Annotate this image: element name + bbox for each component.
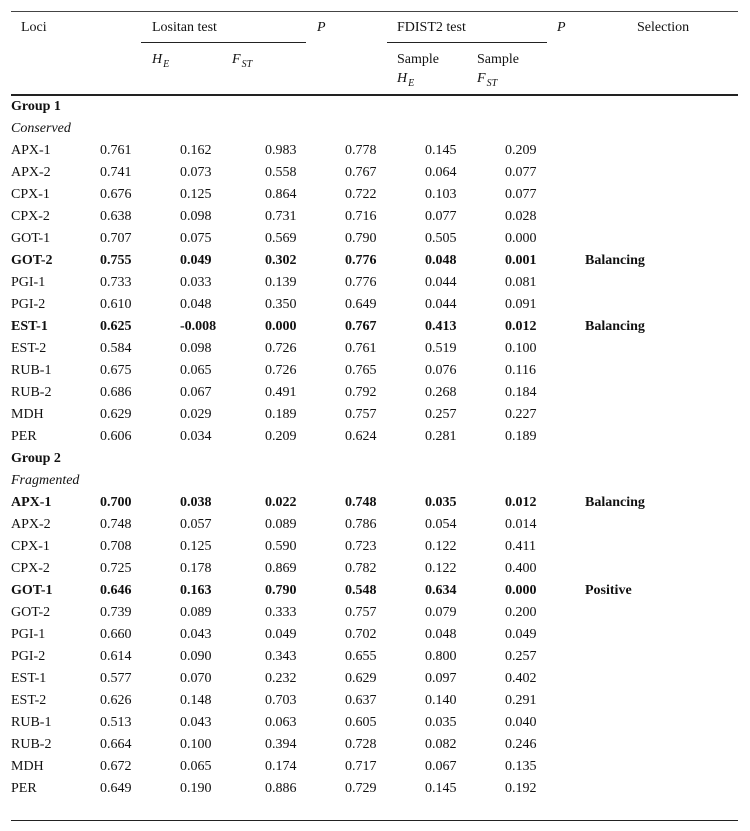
- locus-name: MDH: [11, 759, 44, 774]
- value-cell: 0.748: [100, 517, 132, 532]
- fdist-underline: [387, 42, 547, 43]
- locus-name: EST-2: [11, 341, 47, 356]
- value-cell: 0.729: [345, 781, 377, 796]
- header-fst: $F_{ST}$: [232, 52, 253, 70]
- locus-name: CPX-1: [11, 187, 50, 202]
- value-cell: 0.098: [180, 341, 212, 356]
- selection-cell: [585, 162, 738, 184]
- value-cell: 0.232: [265, 671, 297, 686]
- value-cell: 0.983: [265, 143, 297, 158]
- value-cell: 0.043: [180, 715, 212, 730]
- value-cell: 0.049: [505, 627, 537, 642]
- value-cell: 0.190: [180, 781, 212, 796]
- table-row: [11, 184, 738, 206]
- selection-cell: [585, 382, 738, 404]
- value-cell: 0.610: [100, 297, 132, 312]
- locus-name: EST-2: [11, 693, 47, 708]
- value-cell: 0.776: [345, 253, 377, 268]
- value-cell: 0.672: [100, 759, 132, 774]
- table-row: [11, 558, 738, 580]
- value-cell: 0.192: [505, 781, 537, 796]
- locus-name: APX-1: [11, 143, 51, 158]
- table-row: [11, 338, 738, 360]
- value-cell: 0.626: [100, 693, 132, 708]
- locus-name: APX-2: [11, 517, 51, 532]
- table-row: [11, 602, 738, 624]
- value-cell: 0.614: [100, 649, 132, 664]
- value-cell: 0.135: [505, 759, 537, 774]
- value-cell: 0.707: [100, 231, 132, 246]
- selection-cell: [585, 140, 738, 162]
- value-cell: 0.702: [345, 627, 377, 642]
- value-cell: 0.209: [505, 143, 537, 158]
- value-cell: 0.063: [265, 715, 297, 730]
- value-cell: 0.726: [265, 363, 297, 378]
- value-cell: 0.098: [180, 209, 212, 224]
- value-cell: 0.116: [505, 363, 536, 378]
- value-cell: 0.655: [345, 649, 377, 664]
- value-cell: 0.761: [345, 341, 377, 356]
- value-cell: 0.605: [345, 715, 377, 730]
- table-row: [11, 140, 738, 162]
- group-row: [11, 96, 738, 118]
- value-cell: 0.122: [425, 561, 457, 576]
- value-cell: 0.629: [345, 671, 377, 686]
- value-cell: 0.886: [265, 781, 297, 796]
- value-cell: 0.057: [180, 517, 212, 532]
- value-cell: 0.065: [180, 759, 212, 774]
- value-cell: 0.076: [425, 363, 457, 378]
- value-cell: 0.350: [265, 297, 297, 312]
- value-cell: 0.048: [425, 253, 457, 268]
- selection-cell: [585, 712, 738, 734]
- selection-cell: [585, 404, 738, 426]
- value-cell: 0.070: [180, 671, 212, 686]
- value-cell: 0.558: [265, 165, 297, 180]
- value-cell: 0.125: [180, 187, 212, 202]
- value-cell: 0.145: [425, 143, 457, 158]
- selection-cell: [585, 690, 738, 712]
- value-cell: 0.163: [180, 583, 212, 598]
- value-cell: 0.028: [505, 209, 537, 224]
- value-cell: 0.077: [425, 209, 457, 224]
- group-label: Group 2: [11, 451, 61, 466]
- table-row: [11, 272, 738, 294]
- value-cell: 0.864: [265, 187, 297, 202]
- value-cell: 0.606: [100, 429, 132, 444]
- value-cell: 0.757: [345, 407, 377, 422]
- table-row: [11, 404, 738, 426]
- group-label: Group 1: [11, 99, 61, 114]
- value-cell: 0.664: [100, 737, 132, 752]
- value-cell: 0.065: [180, 363, 212, 378]
- value-cell: 0.268: [425, 385, 457, 400]
- value-cell: 0.660: [100, 627, 132, 642]
- value-cell: 0.048: [180, 297, 212, 312]
- value-cell: 0.029: [180, 407, 212, 422]
- value-cell: 0.728: [345, 737, 377, 752]
- value-cell: 0.034: [180, 429, 212, 444]
- value-cell: 0.035: [425, 715, 457, 730]
- table-row: [11, 382, 738, 404]
- value-cell: 0.064: [425, 165, 457, 180]
- value-cell: 0.178: [180, 561, 212, 576]
- selection-cell: [585, 228, 738, 250]
- value-cell: 0.548: [345, 583, 377, 598]
- locus-name: PGI-2: [11, 297, 46, 312]
- group-row: [11, 448, 738, 470]
- table-row: [11, 316, 738, 338]
- value-cell: 0.411: [505, 539, 536, 554]
- value-cell: 0.676: [100, 187, 132, 202]
- selection-cell: [585, 294, 738, 316]
- value-cell: 0.782: [345, 561, 377, 576]
- locus-name: RUB-2: [11, 737, 52, 752]
- value-cell: 0.038: [180, 495, 212, 510]
- value-cell: 0.646: [100, 583, 132, 598]
- value-cell: 0.726: [265, 341, 297, 356]
- value-cell: 0.040: [505, 715, 537, 730]
- selection-cell: Balancing: [585, 319, 645, 334]
- value-cell: 0.302: [265, 253, 297, 268]
- value-cell: 0.044: [425, 297, 457, 312]
- locus-name: PER: [11, 429, 37, 444]
- value-cell: 0.140: [425, 693, 457, 708]
- header-he: $H_E$: [152, 52, 170, 70]
- value-cell: 0.767: [345, 319, 377, 334]
- value-cell: 0.089: [265, 517, 297, 532]
- value-cell: 0.739: [100, 605, 132, 620]
- value-cell: 0.000: [505, 583, 537, 598]
- selection-cell: [585, 646, 738, 668]
- selection-cell: [585, 536, 738, 558]
- header-p1: P: [317, 20, 326, 35]
- value-cell: 0.125: [180, 539, 212, 554]
- header-p2: P: [557, 20, 566, 35]
- table-row: [11, 250, 738, 272]
- value-cell: 0.012: [505, 495, 537, 510]
- selection-cell: [585, 756, 738, 778]
- value-cell: 0.048: [425, 627, 457, 642]
- table-row: [11, 228, 738, 250]
- value-cell: 0.333: [265, 605, 297, 620]
- value-cell: 0.014: [505, 517, 537, 532]
- value-cell: 0.022: [265, 495, 297, 510]
- value-cell: 0.281: [425, 429, 457, 444]
- value-cell: 0.394: [265, 737, 297, 752]
- value-cell: 0.049: [265, 627, 297, 642]
- value-cell: 0.246: [505, 737, 537, 752]
- value-cell: 0.103: [425, 187, 457, 202]
- table-row: [11, 580, 738, 602]
- value-cell: 0.629: [100, 407, 132, 422]
- value-cell: 0.569: [265, 231, 297, 246]
- table-row: [11, 734, 738, 756]
- locus-name: EST-1: [11, 319, 48, 334]
- value-cell: 0.741: [100, 165, 132, 180]
- value-cell: 0.189: [265, 407, 297, 422]
- value-cell: 0.700: [100, 495, 132, 510]
- value-cell: 0.625: [100, 319, 132, 334]
- locus-name: GOT-2: [11, 253, 53, 268]
- value-cell: 0.590: [265, 539, 297, 554]
- value-cell: 0.723: [345, 539, 377, 554]
- value-cell: 0.637: [345, 693, 377, 708]
- value-cell: 0.778: [345, 143, 377, 158]
- value-cell: 0.162: [180, 143, 212, 158]
- value-cell: 0.184: [505, 385, 537, 400]
- locus-name: RUB-2: [11, 385, 52, 400]
- value-cell: 0.649: [100, 781, 132, 796]
- locus-name: CPX-1: [11, 539, 50, 554]
- value-cell: 0.097: [425, 671, 457, 686]
- value-cell: 0.077: [505, 187, 537, 202]
- value-cell: 0.491: [265, 385, 297, 400]
- locus-name: APX-1: [11, 495, 52, 510]
- value-cell: 0.776: [345, 275, 377, 290]
- value-cell: 0.189: [505, 429, 537, 444]
- value-cell: 0.755: [100, 253, 132, 268]
- value-cell: 0.800: [425, 649, 457, 664]
- selection-cell: Balancing: [585, 495, 645, 510]
- locus-name: EST-1: [11, 671, 47, 686]
- subgroup-label: Fragmented: [11, 473, 80, 488]
- table-row: [11, 536, 738, 558]
- selection-cell: [585, 624, 738, 646]
- value-cell: 0.079: [425, 605, 457, 620]
- selection-cell: [585, 206, 738, 228]
- locus-name: PER: [11, 781, 37, 796]
- value-cell: 0.257: [425, 407, 457, 422]
- value-cell: 0.675: [100, 363, 132, 378]
- value-cell: 0.001: [505, 253, 537, 268]
- locus-name: CPX-2: [11, 209, 50, 224]
- value-cell: 0.227: [505, 407, 537, 422]
- selection-cell: [585, 514, 738, 536]
- value-cell: 0.703: [265, 693, 297, 708]
- value-cell: 0.091: [505, 297, 537, 312]
- subgroup-row: [11, 470, 738, 492]
- selection-cell: [585, 778, 738, 800]
- value-cell: 0.174: [265, 759, 297, 774]
- value-cell: 0.049: [180, 253, 212, 268]
- locus-name: MDH: [11, 407, 44, 422]
- value-cell: 0.790: [265, 583, 297, 598]
- value-cell: 0.090: [180, 649, 212, 664]
- table-row: [11, 206, 738, 228]
- value-cell: 0.075: [180, 231, 212, 246]
- value-cell: 0.731: [265, 209, 297, 224]
- subgroup-row: [11, 118, 738, 140]
- value-cell: 0.505: [425, 231, 457, 246]
- value-cell: 0.012: [505, 319, 537, 334]
- value-cell: 0.767: [345, 165, 377, 180]
- header-selection: Selection: [637, 20, 690, 35]
- value-cell: 0.413: [425, 319, 457, 334]
- value-cell: 0.513: [100, 715, 132, 730]
- value-cell: 0.519: [425, 341, 457, 356]
- header-sample-he: Sample $H_E$: [397, 52, 439, 89]
- value-cell: 0.291: [505, 693, 537, 708]
- value-cell: 0.584: [100, 341, 132, 356]
- value-cell: 0.089: [180, 605, 212, 620]
- selection-cell: [585, 184, 738, 206]
- locus-name: RUB-1: [11, 363, 52, 378]
- value-cell: 0.638: [100, 209, 132, 224]
- value-cell: 0.077: [505, 165, 537, 180]
- selection-cell: [585, 338, 738, 360]
- data-table: [11, 96, 738, 800]
- selection-cell: [585, 602, 738, 624]
- locus-name: GOT-2: [11, 605, 51, 620]
- value-cell: 0.757: [345, 605, 377, 620]
- table-row: [11, 624, 738, 646]
- table-row: [11, 646, 738, 668]
- table-row: [11, 426, 738, 448]
- value-cell: 0.577: [100, 671, 132, 686]
- selection-cell: [585, 426, 738, 448]
- value-cell: 0.200: [505, 605, 537, 620]
- value-cell: 0.257: [505, 649, 537, 664]
- value-cell: 0.043: [180, 627, 212, 642]
- value-cell: 0.765: [345, 363, 377, 378]
- value-cell: 0.722: [345, 187, 377, 202]
- table-row: [11, 690, 738, 712]
- value-cell: 0.148: [180, 693, 212, 708]
- table-row: [11, 514, 738, 536]
- value-cell: 0.139: [265, 275, 297, 290]
- value-cell: 0.081: [505, 275, 537, 290]
- value-cell: 0.400: [505, 561, 537, 576]
- value-cell: 0.649: [345, 297, 377, 312]
- locus-name: CPX-2: [11, 561, 50, 576]
- value-cell: 0.054: [425, 517, 457, 532]
- value-cell: 0.082: [425, 737, 457, 752]
- locus-name: PGI-2: [11, 649, 46, 664]
- value-cell: 0.869: [265, 561, 297, 576]
- locus-name: GOT-1: [11, 583, 53, 598]
- table-row: [11, 756, 738, 778]
- selection-cell: Balancing: [585, 253, 645, 268]
- value-cell: 0.073: [180, 165, 212, 180]
- table-row: [11, 712, 738, 734]
- value-cell: 0.786: [345, 517, 377, 532]
- header-fdist: FDIST2 test: [397, 20, 466, 35]
- value-cell: 0.209: [265, 429, 297, 444]
- value-cell: 0.792: [345, 385, 377, 400]
- selection-cell: [585, 558, 738, 580]
- value-cell: 0.761: [100, 143, 132, 158]
- value-cell: 0.343: [265, 649, 297, 664]
- locus-name: PGI-1: [11, 275, 46, 290]
- value-cell: -0.008: [180, 319, 217, 334]
- value-cell: 0.733: [100, 275, 132, 290]
- selection-cell: [585, 734, 738, 756]
- selection-cell: [585, 272, 738, 294]
- value-cell: 0.067: [180, 385, 212, 400]
- value-cell: 0.686: [100, 385, 132, 400]
- locus-name: RUB-1: [11, 715, 52, 730]
- value-cell: 0.725: [100, 561, 132, 576]
- table-row: [11, 668, 738, 690]
- value-cell: 0.790: [345, 231, 377, 246]
- subgroup-label: Conserved: [11, 121, 71, 136]
- value-cell: 0.035: [425, 495, 457, 510]
- table-row: [11, 360, 738, 382]
- value-cell: 0.122: [425, 539, 457, 554]
- value-cell: 0.000: [505, 231, 537, 246]
- table-row: [11, 294, 738, 316]
- selection-cell: [585, 668, 738, 690]
- locus-name: PGI-1: [11, 627, 46, 642]
- locus-name: APX-2: [11, 165, 51, 180]
- value-cell: 0.402: [505, 671, 537, 686]
- value-cell: 0.634: [425, 583, 457, 598]
- value-cell: 0.044: [425, 275, 457, 290]
- value-cell: 0.145: [425, 781, 457, 796]
- value-cell: 0.748: [345, 495, 377, 510]
- header-lositan: Lositan test: [152, 20, 217, 35]
- locus-name: GOT-1: [11, 231, 51, 246]
- value-cell: 0.717: [345, 759, 377, 774]
- selection-cell: Positive: [585, 583, 632, 598]
- lositan-underline: [141, 42, 306, 43]
- value-cell: 0.033: [180, 275, 212, 290]
- value-cell: 0.624: [345, 429, 377, 444]
- value-cell: 0.067: [425, 759, 457, 774]
- table-row: [11, 162, 738, 184]
- value-cell: 0.708: [100, 539, 132, 554]
- value-cell: 0.000: [265, 319, 297, 334]
- table-row: [11, 492, 738, 514]
- header-loci: Loci: [21, 20, 47, 35]
- value-cell: 0.100: [505, 341, 537, 356]
- value-cell: 0.716: [345, 209, 377, 224]
- value-cell: 0.100: [180, 737, 212, 752]
- selection-cell: [585, 360, 738, 382]
- table-row: [11, 778, 738, 800]
- header-sample-fst: Sample $F_{ST}$: [477, 52, 519, 89]
